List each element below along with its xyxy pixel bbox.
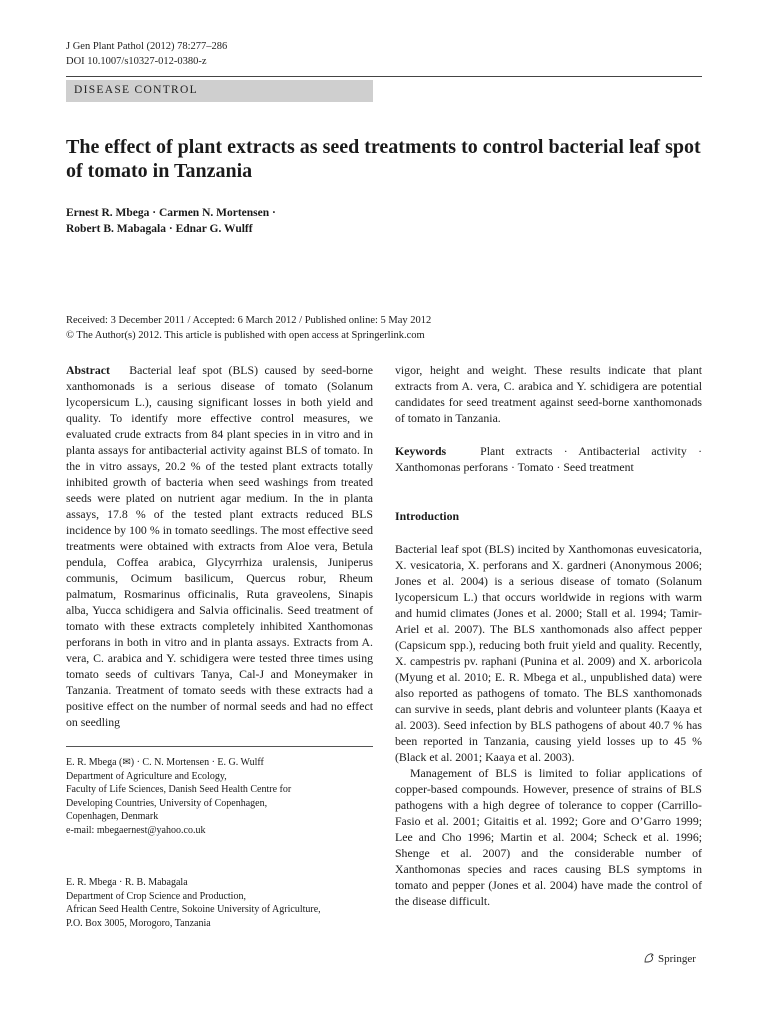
springer-horse-icon [643, 952, 655, 964]
affiliation-line: African Seed Health Centre, Sokoine University of Agriculture, [66, 904, 321, 915]
affiliation-block-1 [66, 756, 373, 837]
journal-citation: J Gen Plant Pathol (2012) 78:277–286 [66, 41, 228, 52]
affiliation-line: Department of Crop Science and Production, [66, 890, 246, 902]
affiliation-line: Developing Countries, University of Copenhagen, [66, 797, 268, 809]
affiliation-line: P.O. Box 3005, Morogoro, Tanzania [66, 917, 211, 929]
keywords-text: Plant extracts · Antibacterial activity · Xanthomonas perforans · Tomato · Seed treatment [395, 444, 702, 474]
section-banner [66, 80, 373, 102]
intro-paragraph-2: Management of BLS is limited to foliar applications of copper-based compounds. However, presence of strains of BLS pathogens with a high degree of tolerance to copper (Carrillo-Fasio et al. 2001; Gitaitis et al. 1992; Gore and O’Garro 1999; Lee and Cho 1996; Martin et al. 2004; Scheck et al. 1996; Shenge et al. 2007) and the considerable number of Xanthomonas species and races causing BLS symptoms in tomato and pepper (Jones et al. 2004) have made the control of the disease difficult. [395, 766, 702, 908]
affiliation-line: Department of Agriculture and Ecology, [66, 770, 227, 782]
abstract-text: Bacterial leaf spot (BLS) caused by seed-borne xanthomonads is a serious disease of tomato (Solanum lycopersicum L.), causing significant losses in both yield and quality. To identify more effective control measures, we evaluated crude extracts from 84 plant species in in vitro and in planta assays for antibacterial activity against BLS of tomato. In the in vitro assays, 20.2 % of the tested plant extracts totally inhibited growth of bacteria when seed washings from treated seeds were plated on nutrient agar medium. In the in planta assays, 17.8 % of the tested plant extracts reduced BLS incidence by 100 % in tomato seedlings. The most effective seed treatments were obtained with extracts from Aloe vera, Betula pendula, Coffea arabica, Glycyrrhiza uralensis, Juniperus communis, Ocimum basilicum, Quercus robur, Rheum palmatum, Rosmarinus officinalis, Ruta graveolens, Sinapis alba, Yucca schidigera and Salvia officinalis. Seed treatment of tomato with these extracts completely inhibited Xanthomonas perforans in both in vitro and in planta assays. Extracts from A. vera, C. arabica and Y. schidigera were tested three times using tomato seeds of cultivars Tanya, Cal-J and Moneymaker in Tanzania. Treatment of tomato seeds with these extracts had a positive effect on the number of normal seeds and had no effect on seedling [66, 363, 373, 729]
email-link[interactable]: e-mail: mbegaernest@yahoo.co.uk [66, 824, 206, 836]
keywords-label: Keywords [395, 444, 447, 458]
section-label: DISEASE CONTROL [74, 84, 198, 96]
author-line-2: Robert B. Mabagala · Ednar G. Wulff [66, 223, 253, 235]
header-rule [66, 76, 702, 77]
copyright-line: © The Author(s) 2012. This article is published with open access at Springerlink.com [66, 330, 425, 341]
abstract-label: Abstract [66, 363, 110, 377]
author-line-1: Ernest R. Mbega · Carmen N. Mortensen · [66, 207, 276, 219]
affiliation-block-2 [66, 876, 373, 930]
footnote-rule [66, 746, 373, 747]
publisher-name: Springer [658, 953, 696, 965]
publication-dates [66, 313, 706, 343]
article-title: The effect of plant extracts as seed treatments to control bacterial leaf spot of tomato in Tanzania [66, 136, 701, 182]
author-list [66, 205, 566, 237]
affiliation-line: Faculty of Life Sciences, Danish Seed Health Centre for [66, 784, 292, 795]
introduction-body [395, 541, 702, 909]
affiliation-line: E. R. Mbega · R. B. Mabagala [66, 877, 188, 888]
abstract [66, 362, 373, 730]
introduction-heading: Introduction [395, 509, 460, 523]
keywords [395, 443, 702, 475]
abstract-continuation: vigor, height and weight. These results indicate that plant extracts from A. vera, C. arabica and Y. schidigera are potential candidates for seed treatment against seed-borne xanthomonads of tomato in Tanzania. [395, 363, 702, 425]
doi: DOI 10.1007/s10327-012-0380-z [66, 56, 207, 67]
intro-paragraph-1: Bacterial leaf spot (BLS) incited by Xanthomonas euvesicatoria, X. vesicatoria, X. perforans and X. gardneri (Anonymous 2006; Jones et al. 2004) is a serious disease of tomato (Solanum lycopersicum L.) that occurs worldwide in regions with warm and humid climates (Jones et al. 2000; Stall et al. 1994; Tamir-Ariel et al. 2007). The BLS xanthomonads also affect pepper (Capsicum spp.), reducing both fruit yield and quality. Recently, X. campestris pv. raphani (Punina et al. 2009) and X. arboricola (Myung et al. 2010; E. R. Mbega et al., unpublished data) were also reported as pathogens of tomato. The BLS xanthomonads can survive in seeds, plant debris and volunteer plants (Kaaya et al. 2003). Seed infection by BLS pathogens of about 40.7 % has been reported in Tanzania, causing yield losses up to 45 % (Black et al. 2001; Kaaya et al. 2003). [395, 542, 702, 764]
affiliation-line: Copenhagen, Denmark [66, 811, 159, 822]
publisher-mark [643, 952, 696, 965]
affiliation-line: E. R. Mbega (✉) · C. N. Mortensen · E. G. Wulff [66, 757, 264, 768]
received-line: Received: 3 December 2011 / Accepted: 6 March 2012 / Published online: 5 May 2012 [66, 315, 432, 326]
